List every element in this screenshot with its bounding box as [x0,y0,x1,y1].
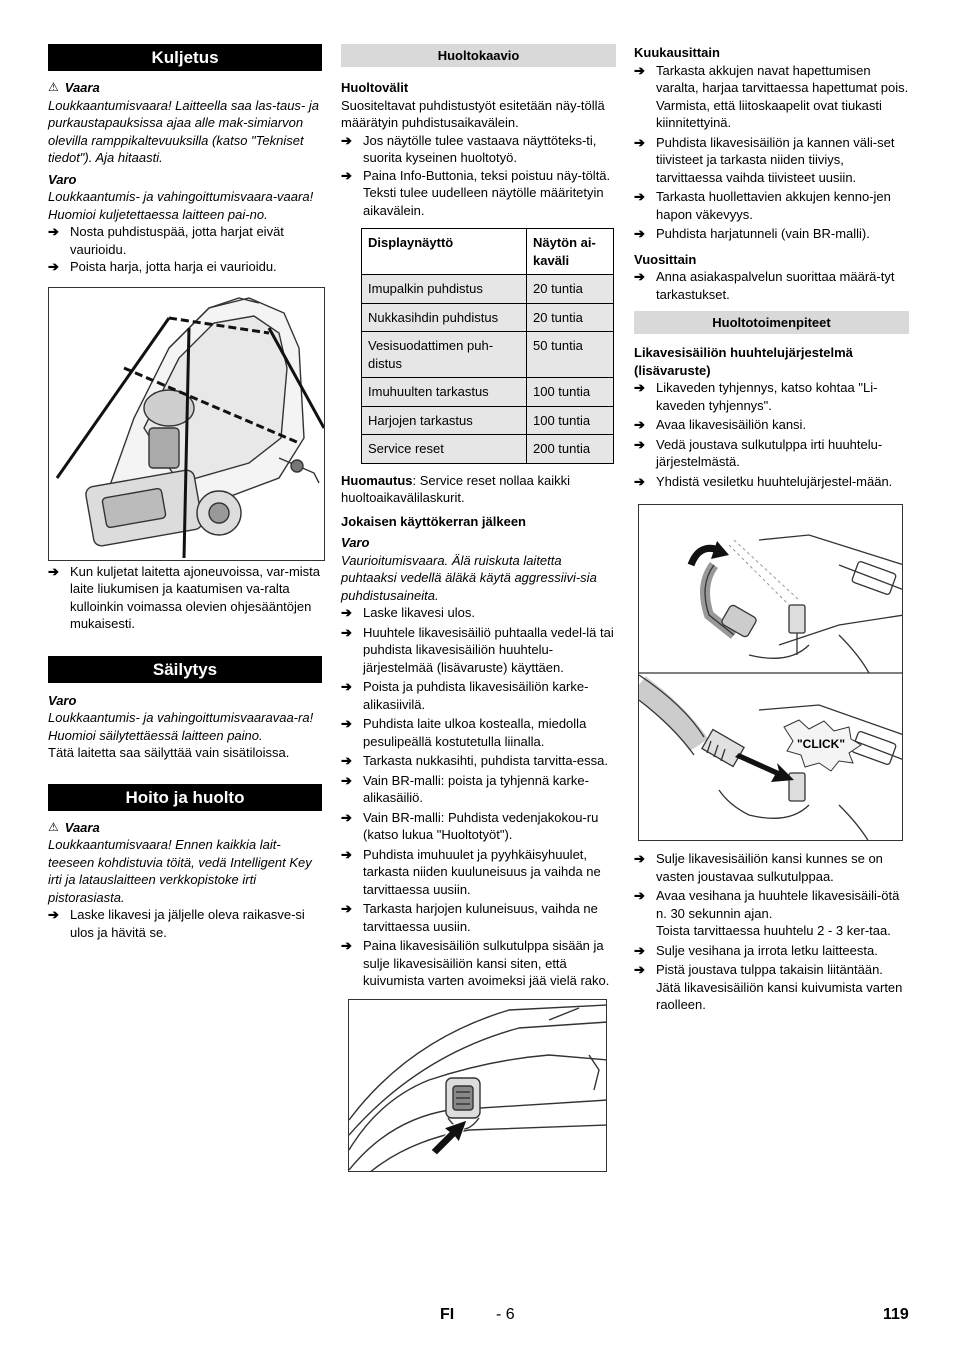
storage-text: Tätä laitetta saa säilyttää vain sisätiloissa. [48,745,290,760]
warning-vaara: ⚠ Vaara [48,80,100,95]
table-cell: 20 tuntia [527,275,614,304]
caution-text: Loukkaantumis- ja vahingoittumisvaara-vaara! Huomioi kuljetettaessa laitteen pai-no. [48,189,314,222]
table-cell: Imuhuulten tarkastus [362,378,527,407]
table-cell: Service reset [362,435,527,464]
caution-text: Vaurioitumisvaara. Älä ruiskuta laitetta puhtaaksi vedellä äläkä käytä aggressiivi-sia puhdistusaineita. [341,552,597,603]
list-item: ➔ Paina Info-Buttonia, teksi poistuu näy-töltä. Teksti tulee uudelleen näytölle määritetyin aikavälein. [341,167,616,220]
table-cell: Vesisuodattimen puh-distus [362,332,527,378]
table-cell: Nukkasihdin puhdistus [362,303,527,332]
list-item: ➔ Avaa vesihana ja huuhtele likavesisäili-ötä n. 30 sekunnin ajan. [634,887,909,922]
caution-label: Varo [48,171,77,187]
flush-system-illustration [639,505,903,841]
list-item: ➔ Puhdista imuhuulet ja pyyhkäisyhuulet, tarkasta niiden kuuluneisuus ja vaihda ne tarvittaessa uusiin. [341,846,616,899]
table-cell: 50 tuntia [527,332,614,378]
kuljetus-after-steps [48,563,322,633]
maintenance-interval-table [361,228,614,464]
subheading-kuukausittain: Kuukausittain [634,45,720,60]
list-item: ➔ Vain BR-malli: Puhdista vedenjakokou-ru (katso lukua "Huoltotyöt"). [341,809,616,844]
table-cell: Imupalkin puhdistus [362,275,527,304]
table-row [362,435,614,464]
caution-label: Varo [341,535,370,550]
table-header-row [362,229,614,275]
warning-vaara: ⚠ Vaara [48,819,100,835]
after-use-steps [341,604,616,990]
list-item: ➔ Puhdista harjatunneli (vain BR-malli). [634,225,909,243]
tank-lid-plug-illustration [349,1000,607,1172]
list-item: ➔ Pistä joustava tulppa takaisin liitäntään. Jätä likavesisäiliön kansi kuivumista varten raolleen. [634,961,909,1014]
caution-label: Varo [48,692,77,708]
list-item: ➔ Puhdista likavesisäiliön ja kannen väli-set tiivisteet ja tarkasta niiden tiiviys, tarvittaessa vaihda tiivisteet uusiin. [634,134,909,187]
list-item: ➔ Tarkasta nukkasihti, puhdista tarvitta-essa. [341,752,616,770]
list-item: ➔ Nosta puhdistuspää, jotta harjat eivät vaurioidu. [48,223,322,258]
list-item: ➔ Puhdista laite ulkoa kostealla, miedolla pesulipeällä kostutetulla liinalla. [341,715,616,750]
table-cell: 100 tuntia [527,406,614,435]
table-cell: 100 tuntia [527,378,614,407]
list-item: ➔ Kun kuljetat laitetta ajoneuvoissa, var-mista laite liukumisen ja kaatumisen va-ralta kulloinkin voimassa olevien ohjesääntöjen mukaisesti. [48,563,322,633]
list-item: ➔ Anna asiakaspalvelun suorittaa määrä-tyt tarkastukset. [634,268,909,303]
subheading-vuosittain: Vuosittain [634,251,697,267]
footer-page-number: 119 [883,1306,909,1323]
list-item: ➔ Poista harja, jotta harja ei vaurioidu. [48,258,322,276]
list-item: ➔ Tarkasta huollettavien akkujen kenno-jen hapon väkevyys. [634,188,909,223]
list-item: ➔ Tarkasta akkujen navat hapettumisen varalta, harjaa tarvittaessa hapettumat pois. Varmista, että liitoskaapelit ovat tiukasti kiinnitettyinä. [634,62,909,132]
table-row [362,332,614,378]
column-left [48,44,322,941]
table-row [362,303,614,332]
table-cell: 200 tuntia [527,435,614,464]
table-header-cell: Näytön ai-kaväli [527,229,614,275]
section-title-sailytys: Säilytys [48,656,322,683]
table-cell: Harjojen tarkastus [362,406,527,435]
list-item: ➔ Sulje vesihana ja irrota letku laitteesta. [634,942,909,960]
list-item: ➔ Paina likavesisäiliön sulkutulppa sisään ja sulje likavesisäiliön kansi siten, että kuivumista varten avoimeksi jää vielä rako. [341,937,616,990]
list-item: ➔ Yhdistä vesiletku huuhtelujärjestel-mään. [634,473,909,491]
list-item: ➔ Huuhtele likavesisäiliö puhtaalla vedel-lä tai puhdista likavesisäiliön huuhtelu-järjestelmää (lisävaruste) käyttäen. [341,624,616,677]
section-title-huoltotoimenpiteet: Huoltotoimenpiteet [634,311,909,334]
subheading-jokaisen: Jokaisen käyttökerran jälkeen [341,513,526,529]
note-text: : Service reset nollaa kaikki huoltoaikavälilaskurit. [341,472,571,505]
list-item: ➔ Tarkasta harjojen kuluneisuus, vaihda ne tarvittaessa uusiin. [341,900,616,935]
list-item: ➔ Avaa likavesisäiliön kansi. [634,416,909,434]
figure-machine-tiedown [48,287,325,561]
list-item: ➔ Poista ja puhdista likavesisäiliön karke-alikasiivilä. [341,678,616,713]
table-row [362,378,614,407]
list-item: ➔ Laske likavesi ulos. [341,604,616,622]
column-middle [341,44,616,1172]
figure-flush-system-connection [638,504,903,841]
warning-triangle-icon: ⚠ [48,819,59,834]
list-item: ➔ Laske likavesi ja jäljelle oleva raikasve-si ulos ja hävitä se. [48,906,322,941]
subheading-huoltovalit: Huoltovälit [341,80,409,95]
section-title-kuljetus: Kuljetus [48,44,322,71]
section-title-hoito: Hoito ja huolto [48,784,322,811]
caution-text: Loukkaantumis- ja vahingoittumisvaaravaa-ra! Huomioi säilytettäessä laitteen paino. [48,710,314,743]
list-item: ➔ Likaveden tyhjennys, katso kohtaa "Li-kaveden tyhjennys". [634,379,909,414]
list-item: ➔ Sulje likavesisäiliön kansi kunnes se on vasten joustavaa sulkutulppaa. [634,850,909,885]
warning-triangle-icon: ⚠ [48,80,59,94]
table-row [362,275,614,304]
table-row [362,406,614,435]
list-item: ➔ Vain BR-malli: poista ja tyhjennä karke-alikasäiliö. [341,772,616,807]
table-cell: 20 tuntia [527,303,614,332]
note-label: Huomautus [341,472,413,488]
machine-tiedown-illustration [49,288,325,561]
note-paragraph [341,472,616,507]
warning-text: Loukkaantumisvaara! Ennen kaikkia lait-teeseen kohdistuvia töitä, vedä Intelligent Key irti ja latauslaitteen verkkopistoke irti pistorasiasta. [48,837,312,905]
subheading-huuhtelujarjestelma: Likavesisäiliön huuhtelujärjestelmä (lisävaruste) [634,345,853,378]
repeat-text: Toista tarvittaessa huuhtelu 2 - 3 ker-taa. [656,923,891,938]
click-label: "CLICK" [796,737,846,751]
figure-tank-lid-plug [348,999,607,1172]
column-right [634,44,909,1014]
table-header-cell: Displaynäyttö [362,229,527,275]
footer-section-page: - 6 [496,1306,515,1323]
warning-text: Loukkaantumisvaara! Laitteella saa las-taus- ja purkaustapauksissa ajaa alle mak-simiarvon olevilla ramppikaltevuuksilla (katso "Tekniset tiedot"). Aja hitaasti. [48,97,319,165]
footer-language: FI [440,1306,455,1323]
kuljetus-steps [48,223,322,276]
list-item: ➔ Vedä joustava sulkutulppa irti huuhtelu-järjestelmästä. [634,436,909,471]
list-item: ➔ Jos näytölle tulee vastaava näyttöteks-ti, suorita kyseinen huoltotyö. [341,132,616,167]
section-title-huoltokaavio: Huoltokaavio [341,44,616,67]
intervals-text: Suositeltavat puhdistustyöt esitetään näy-töllä määrätyin puhdistusaikavälein. [341,97,605,130]
